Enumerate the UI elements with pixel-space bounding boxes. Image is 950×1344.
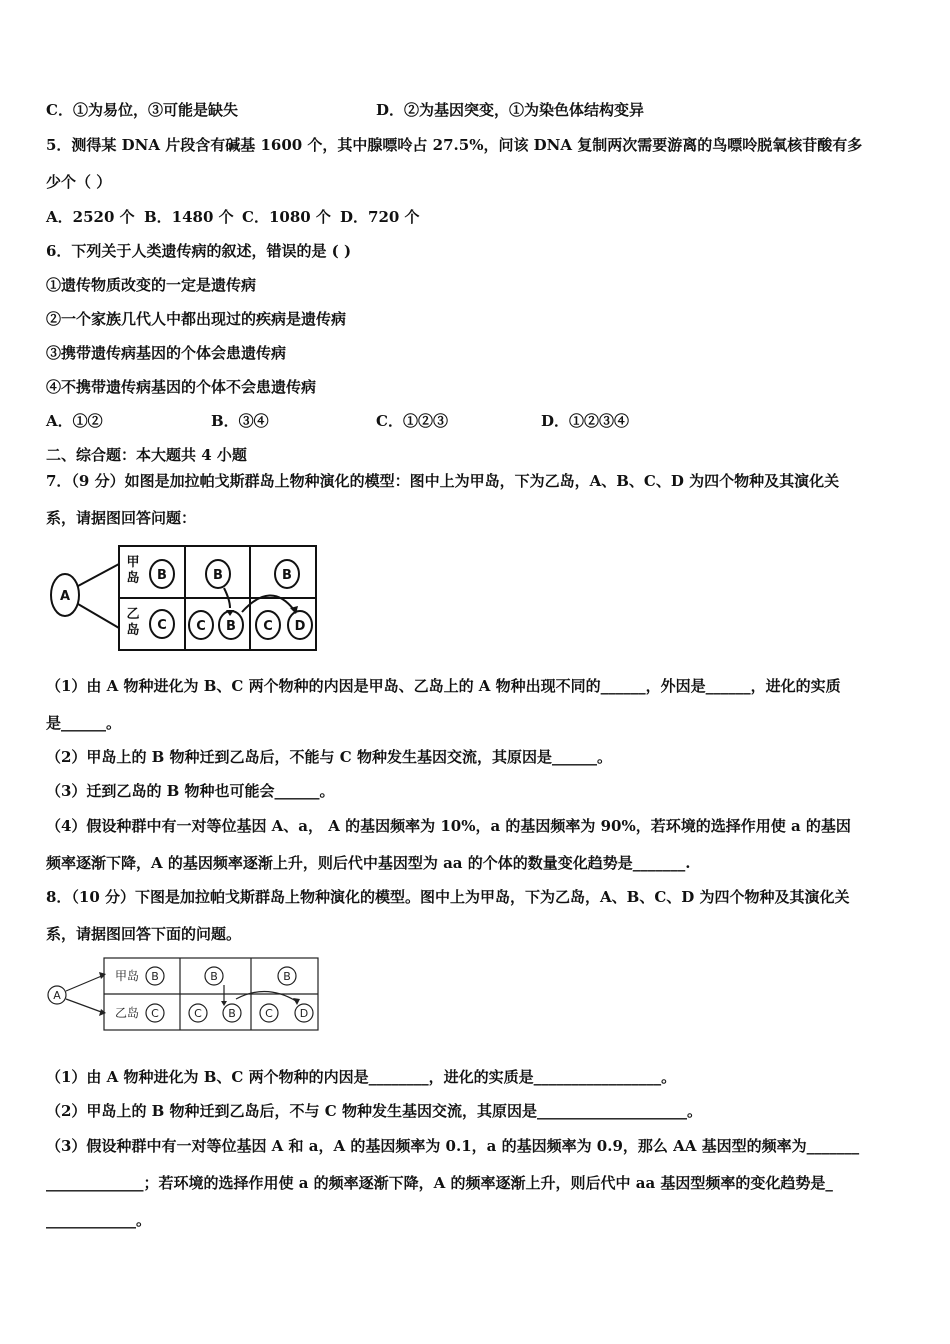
q6-item-1: ①遗传物质改变的一定是遗传病 (46, 276, 257, 294)
q7-species-b-top-2: B (213, 568, 223, 583)
q7-species-c-2: C (196, 619, 206, 634)
q7-island-bottom-char-2: 岛 (126, 623, 140, 638)
q7-stem-line-1: 7．（9 分）如图是加拉帕戈斯群岛上物种演化的模型：图中上为甲岛，下为乙岛，A、B、C、D 为四个物种及其演化关 (46, 472, 840, 490)
q6-option-b: B．③④ (211, 412, 269, 430)
q6-option-a: A．①② (46, 412, 103, 430)
q4-option-c: C．①为易位，③可能是缺失 (46, 101, 238, 119)
q8-species-a: A (53, 989, 61, 1002)
q8-part-3-line-2: _____________；若环境的选择作用使 a 的频率逐渐下降，A 的频率逐渐上升，则后代中 aa 基因型频率的变化趋势是_ (46, 1174, 833, 1192)
q7-species-b-top-1: B (157, 568, 167, 583)
q6-item-4: ④不携带遗传病基因的个体不会患遗传病 (46, 378, 317, 396)
q4-options-row (46, 100, 644, 120)
q7-species-c-1: C (157, 618, 167, 633)
q7-part-3: （3）迁到乙岛的 B 物种也可能会______。 (46, 782, 335, 800)
q7-part-4-line-1: （4）假设种群中有一对等位基因 A、a， A 的基因频率为 10%，a 的基因频率为 90%，若环境的选择作用使 a 的基因 (46, 817, 851, 835)
q8-species-b-top-1: B (151, 970, 159, 983)
q7-species-a: A (59, 589, 71, 604)
q6-option-c: C．①②③ (376, 412, 448, 430)
q5-option-d: D．720 个 (340, 208, 420, 226)
q8-species-b-top-3: B (283, 970, 291, 983)
q5-options-row (46, 207, 420, 227)
q8-stem-line-1: 8．（10 分）下图是加拉帕戈斯群岛上物种演化的模型。图中上为甲岛，下为乙岛，A、B、C、D 为四个物种及其演化关 (46, 888, 850, 906)
section-2-heading: 二、综合题：本大题共 4 小题 (46, 446, 247, 464)
q8-species-d: D (299, 1007, 309, 1020)
q5-stem-line-1: 5．测得某 DNA 片段含有碱基 1600 个，其中腺嘌呤占 27.5%，问该 DNA 复制两次需要游离的鸟嘌呤脱氧核苷酸有多 (46, 136, 863, 154)
q8-stem-line-2: 系，请据图回答下面的问题。 (46, 925, 242, 943)
q7-part-2: （2）甲岛上的 B 物种迁到乙岛后，不能与 C 物种发生基因交流，其原因是______。 (46, 748, 612, 766)
q7-stem-line-2: 系，请据图回答问题： (46, 509, 197, 527)
q7-species-b-top-3: B (282, 568, 292, 583)
q7-evolution-diagram (46, 540, 326, 658)
q4-option-d: D．②为基因突变，①为染色体结构变异 (376, 101, 645, 119)
q8-species-c-1: C (151, 1007, 159, 1020)
q7-species-d: D (294, 619, 306, 634)
q7-part-1-line-2: 是______。 (46, 714, 122, 732)
q5-stem-line-2: 少个（ ） (46, 173, 112, 191)
q8-evolution-diagram (46, 955, 322, 1035)
q8-island-top-label: 甲岛 (114, 969, 140, 983)
q6-option-d: D．①②③④ (541, 412, 630, 430)
q8-part-3-line-3: ____________。 (46, 1211, 152, 1229)
q7-island-bottom-char-1: 乙 (126, 607, 140, 622)
q5-option-a: A．2520 个 (46, 208, 135, 226)
q7-island-top-char-2: 岛 (126, 571, 140, 586)
q6-options-row (46, 411, 629, 431)
q7-part-4-line-2: 频率逐渐下降，A 的基因频率逐渐上升，则后代中基因型为 aa 的个体的数量变化趋势是_______. (46, 854, 691, 872)
q5-option-b: B．1480 个 (144, 208, 234, 226)
q7-island-top-char-1: 甲 (126, 555, 140, 570)
q8-part-1: （1）由 A 物种进化为 B、C 两个物种的内因是________，进化的实质是_________________。 (46, 1068, 677, 1086)
q8-species-c-3: C (265, 1007, 273, 1020)
q6-item-2: ②一个家族几代人中都出现过的疾病是遗传病 (46, 310, 347, 328)
q8-species-b-top-2: B (210, 970, 218, 983)
q8-part-2: （2）甲岛上的 B 物种迁到乙岛后，不与 C 物种发生基因交流，其原因是____________________。 (46, 1102, 702, 1120)
q7-part-1-line-1: （1）由 A 物种进化为 B、C 两个物种的内因是甲岛、乙岛上的 A 物种出现不同的______，外因是______，进化的实质 (46, 677, 841, 695)
q6-item-3: ③携带遗传病基因的个体会患遗传病 (46, 344, 287, 362)
q7-species-c-3: C (263, 619, 273, 634)
q7-species-b-bottom: B (226, 619, 236, 634)
q8-species-b-bottom: B (228, 1007, 236, 1020)
q8-part-3-line-1: （3）假设种群中有一对等位基因 A 和 a，A 的基因频率为 0.1，a 的基因频率为 0.9，那么 AA 基因型的频率为_______ (46, 1137, 860, 1155)
q5-option-c: C．1080 个 (242, 208, 331, 226)
q8-species-c-2: C (194, 1007, 202, 1020)
q6-stem: 6．下列关于人类遗传病的叙述，错误的是 ( ) (46, 242, 352, 260)
q8-island-bottom-label: 乙岛 (114, 1006, 140, 1020)
